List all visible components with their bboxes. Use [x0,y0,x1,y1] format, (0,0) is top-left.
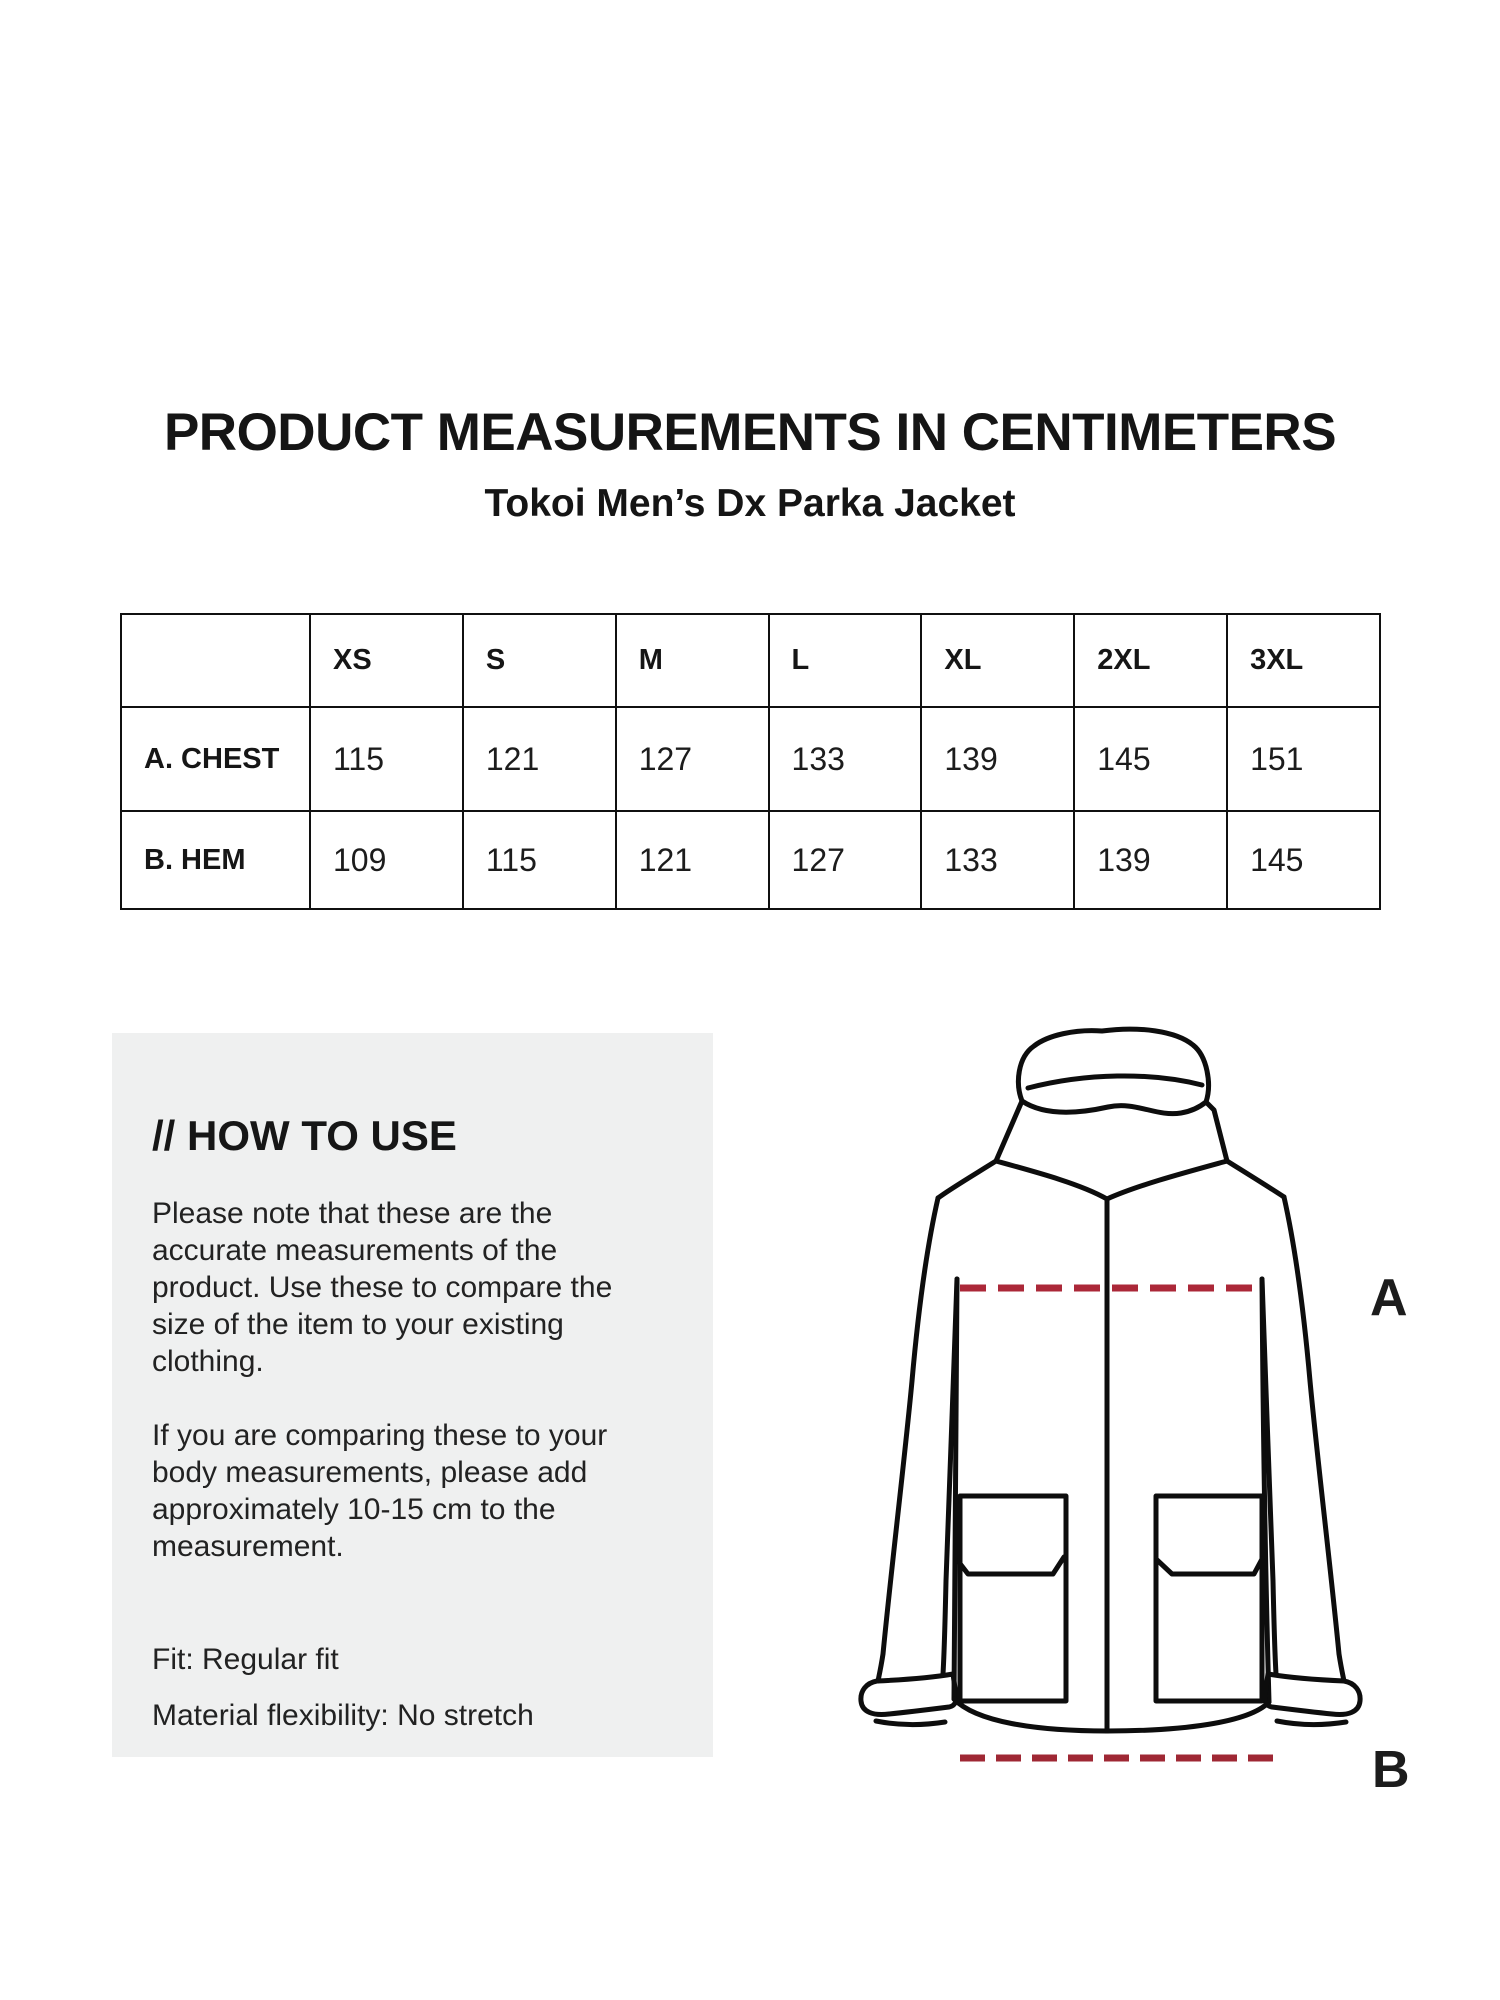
hood-inner-line [1028,1076,1202,1088]
material-flexibility-info: Material flexibility: No stretch [152,1699,534,1733]
sleeve-right-outer-edge [1284,1197,1344,1681]
size-header-3xl: 3XL [1227,614,1380,707]
table-row-hem [121,811,1380,909]
torso-left-edge [954,1279,957,1699]
cuff-right-fold-line [1277,1721,1346,1725]
table-header-row [121,614,1380,707]
hem-value-l: 127 [769,811,922,909]
pocket-left-flap-line [958,1557,1064,1574]
hem-value-s: 115 [463,811,616,909]
size-header-xl: XL [921,614,1074,707]
collar-right-edge [1206,1102,1227,1161]
fit-info: Fit: Regular fit [152,1643,339,1677]
pocket-left [960,1496,1066,1701]
yoke-left-line [996,1161,1107,1199]
measure-label-b: B [1372,1741,1410,1799]
size-header-xs: XS [310,614,463,707]
parka-jacket-outline-svg [850,1000,1450,1800]
chest-value-3xl: 151 [1227,707,1380,811]
chest-value-m: 127 [616,707,769,811]
collar-left-edge [996,1101,1022,1161]
row-label-chest: A. CHEST [121,707,310,811]
size-header-2xl: 2XL [1074,614,1227,707]
how-to-use-heading: // HOW TO USE [152,1112,457,1159]
hem-value-2xl: 139 [1074,811,1227,909]
pocket-right-flap-line [1156,1559,1262,1574]
size-header-s: S [463,614,616,707]
hood-bottom-wavy-line [1022,1101,1206,1114]
chest-value-xl: 139 [921,707,1074,811]
how-to-use-paragraph-1: Please note that these are the accurate measurements of the product. Use these to compare the size of the item to your existing clothing. [152,1197,613,1379]
hem-curve [954,1699,1269,1731]
size-header-m: M [616,614,769,707]
shoulder-left-line [938,1161,996,1198]
shoulder-right-line [1227,1161,1284,1197]
parka-jacket-diagram [850,1000,1450,1800]
how-to-use-panel [112,1033,713,1757]
table-corner-cell [121,614,310,707]
measure-label-a: A [1370,1269,1408,1327]
chest-value-xs: 115 [310,707,463,811]
pocket-right [1156,1496,1262,1701]
size-measurement-table [120,613,1381,910]
table-row-chest [121,707,1380,811]
cuff-left [861,1674,956,1714]
hem-value-xl: 133 [921,811,1074,909]
how-to-use-paragraph-2: If you are comparing these to your body measurements, please add approximately 10-15 cm to the measurement. [152,1419,608,1564]
hem-value-3xl: 145 [1227,811,1380,909]
chest-value-l: 133 [769,707,922,811]
page-title: PRODUCT MEASUREMENTS IN CENTIMETERS [163,403,1337,462]
cuff-left-fold-line [876,1721,945,1725]
hood-top-outline [1018,1029,1208,1102]
row-label-hem: B. HEM [121,811,310,909]
hem-value-xs: 109 [310,811,463,909]
sleeve-left-outer-edge [878,1198,938,1681]
chest-value-2xl: 145 [1074,707,1227,811]
chest-value-s: 121 [463,707,616,811]
size-header-l: L [769,614,922,707]
cuff-right [1265,1674,1360,1714]
hem-value-m: 121 [616,811,769,909]
yoke-right-line [1107,1161,1227,1199]
product-name-subtitle: Tokoi Men’s Dx Parka Jacket [484,482,1016,525]
jacket-line-art [861,1029,1360,1731]
